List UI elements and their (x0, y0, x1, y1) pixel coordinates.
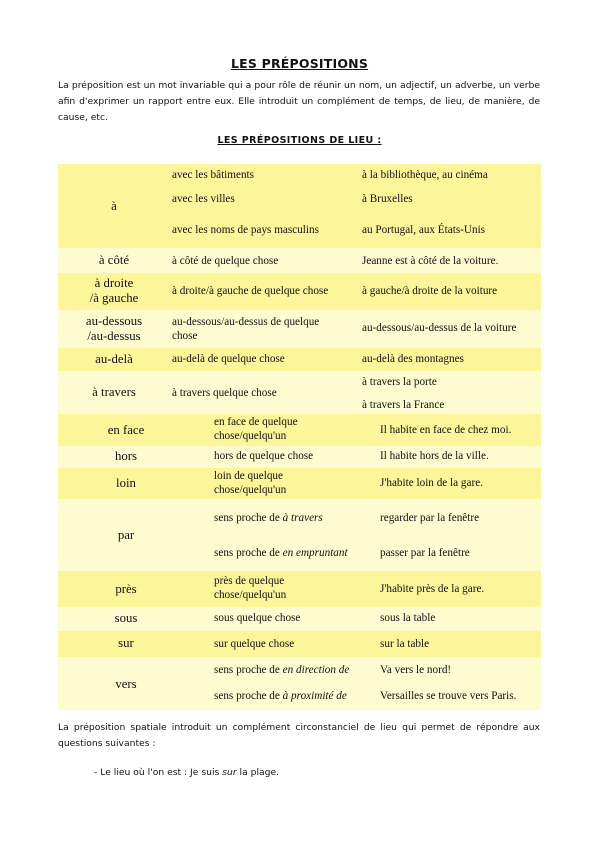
table-row (58, 499, 541, 571)
usage-cell: hors de quelque chose (214, 450, 314, 462)
preposition-cell: hors (114, 449, 138, 463)
table-row (58, 607, 541, 631)
bullet-item: - Le lieu où l'on est : Je suis sur la plage. (94, 767, 280, 778)
preposition-cell: sur (118, 636, 134, 650)
table-row (58, 468, 541, 499)
usage-cell: au-delà de quelque chose (172, 353, 285, 365)
table-row (58, 164, 541, 248)
example-cell: regarder par la fenêtre (380, 512, 480, 524)
intro-paragraph: La préposition est un mot invariable qui a pour rôle de réunir un nom, un adjectif, un adverbe, un verbe afin d'exprimer un rapport entre eux. Elle introduit un complément de temps, de lieu, de manière, de cause, etc. (58, 80, 540, 123)
usage-cell: chose/quelqu'un (214, 484, 287, 496)
preposition-cell: près (115, 582, 137, 596)
table-row (58, 371, 541, 414)
preposition-cell: à (111, 199, 117, 213)
usage-cell: avec les bâtiments (172, 169, 255, 181)
usage-cell: loin de quelque (214, 470, 283, 482)
example-cell: Va vers le nord! (380, 664, 452, 676)
usage-cell: chose (172, 330, 198, 342)
outro-paragraph: La préposition spatiale introduit un complément circonstanciel de lieu qui permet de répondre aux questions suivantes : (58, 722, 540, 749)
usage-cell: avec les noms de pays masculins (172, 224, 319, 236)
preposition-cell: vers (115, 677, 137, 691)
table-row (58, 631, 541, 657)
preposition-cell: à droite (94, 276, 134, 290)
usage-cell: avec les villes (172, 193, 235, 205)
example-cell: à travers la porte (362, 376, 437, 388)
table-row (58, 571, 541, 607)
example-cell: J'habite loin de la gare. (380, 477, 483, 489)
usage-cell: au-dessous/au-dessus de quelque (172, 316, 320, 328)
preposition-cell: à travers (92, 385, 136, 399)
example-cell: Versailles se trouve vers Paris. (380, 690, 517, 702)
preposition-cell: en face (107, 423, 145, 437)
example-cell: à Bruxelles (362, 193, 413, 205)
preposition-cell: sous (114, 611, 138, 625)
usage-cell: sous quelque chose (214, 612, 301, 624)
table-row (58, 414, 541, 446)
usage-cell: chose/quelqu'un (214, 589, 287, 601)
preposition-cell: loin (116, 476, 136, 490)
usage-cell: à droite/à gauche de quelque chose (172, 285, 329, 297)
example-cell: passer par la fenêtre (380, 547, 470, 559)
usage-cell: sens proche de à proximité de (214, 690, 347, 702)
page-title: LES PRÉPOSITIONS (230, 56, 369, 71)
usage-cell: chose/quelqu'un (214, 430, 287, 442)
example-cell: à travers la France (362, 399, 445, 411)
section-subtitle: LES PRÉPOSITIONS DE LIEU : (217, 135, 382, 146)
usage-cell: sur quelque chose (214, 638, 295, 650)
example-cell: à gauche/à droite de la voiture (362, 285, 498, 297)
preposition-cell: à côté (98, 253, 130, 267)
example-cell: Jeanne est à côté de la voiture. (362, 255, 499, 267)
preposition-cell: au-dessous (85, 314, 143, 328)
example-cell: J'habite près de la gare. (380, 583, 485, 595)
usage-cell: sens proche de en empruntant (214, 547, 348, 559)
example-cell: sur la table (380, 638, 430, 650)
usage-cell: sens proche de en direction de (214, 664, 350, 676)
example-cell: Il habite en face de chez moi. (380, 424, 512, 436)
usage-cell: en face de quelque (214, 416, 298, 428)
preposition-cell: par (117, 528, 135, 542)
usage-cell: à côté de quelque chose (172, 255, 279, 267)
preposition-cell: au-delà (95, 352, 133, 366)
example-cell: au Portugal, aux États-Unis (362, 224, 486, 236)
table-row (58, 273, 541, 310)
preposition-cell: /au-dessus (87, 329, 141, 343)
table-row (58, 248, 541, 273)
preposition-cell: /à gauche (89, 291, 139, 305)
example-cell: au-dessous/au-dessus de la voiture (362, 322, 517, 334)
example-cell: Il habite hors de la ville. (380, 450, 489, 462)
usage-cell: à travers quelque chose (172, 387, 277, 399)
usage-cell: près de quelque (214, 575, 285, 587)
example-cell: au-delà des montagnes (362, 353, 464, 365)
table-row (58, 657, 541, 710)
table-row (58, 310, 541, 348)
usage-cell: sens proche de à travers (214, 512, 323, 524)
example-cell: à la bibliothèque, au cinéma (362, 169, 488, 181)
example-cell: sous la table (380, 612, 436, 624)
table-row (58, 446, 541, 468)
table-row (58, 348, 541, 371)
